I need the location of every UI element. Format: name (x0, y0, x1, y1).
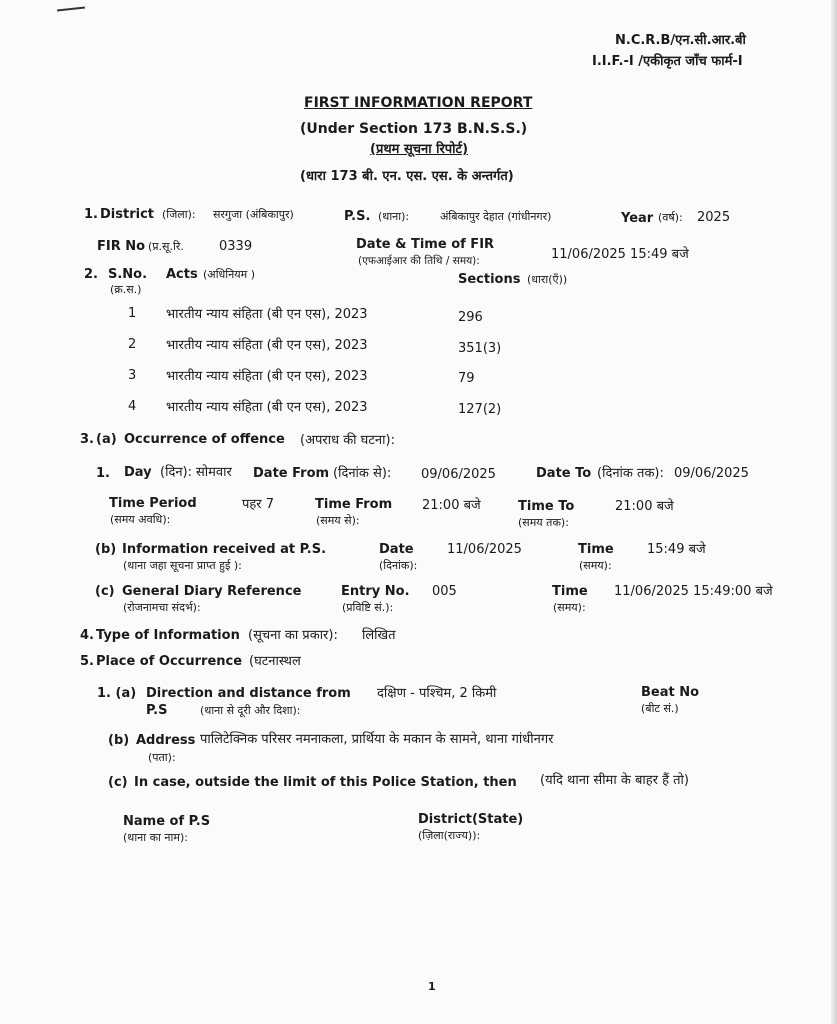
name-of-ps-label: Name of P.S (123, 814, 211, 829)
gd-reference-label: General Diary Reference (122, 584, 302, 599)
time-from-value: 21:00 बजे (422, 498, 481, 513)
district-state-label-hi: (ज़िला(राज्य)): (418, 829, 481, 842)
item3c-label: (c) (95, 584, 115, 599)
ps-value: अंबिकापुर देहात (गांधीनगर) (440, 210, 552, 223)
outside-limit-label: In case, outside the limit of this Police Station, then (134, 775, 517, 790)
item2-number: 2. (84, 267, 98, 282)
date-from-value: 09/06/2025 (421, 467, 496, 482)
district-value: सरगुजा (अंबिकापुर) (213, 208, 294, 221)
acts-header-hi: (अधिनियम ) (203, 268, 256, 281)
district-state-label: District(State) (418, 812, 524, 827)
fir-no-value: 0339 (219, 239, 253, 254)
entry-no-label-hi: (प्रविष्टि सं.): (342, 601, 394, 614)
fir-no-label-hi: (प्र.सू.रि. (148, 240, 184, 253)
report-title: FIRST INFORMATION REPORT (304, 95, 533, 111)
act-row-sno: 3 (128, 368, 137, 383)
date-to-label-hi: (दिनांक तक): (597, 466, 664, 481)
act-row-name: भारतीय न्याय संहिता (बी एन एस), 2023 (166, 400, 368, 415)
info-date-label-hi: (दिनांक): (379, 559, 418, 572)
direction-label-ps: P.S (146, 703, 168, 718)
time-to-value: 21:00 बजे (615, 499, 674, 514)
act-row-name: भारतीय न्याय संहिता (बी एन एस), 2023 (166, 307, 368, 322)
gd-reference-label-hi: (रोजनामचा संदर्भ): (123, 601, 201, 614)
gd-time-label: Time (552, 584, 588, 599)
act-row-section: 351(3) (458, 341, 502, 356)
name-of-ps-label-hi: (थाना का नाम): (123, 831, 188, 844)
info-received-label-hi: (थाना जहा सूचना प्राप्त हुई ): (123, 559, 242, 572)
gd-time-value: 11/06/2025 15:49:00 बजे (614, 584, 773, 599)
sections-header: Sections (458, 272, 521, 287)
item1-number: 1. (84, 207, 98, 222)
act-row-sno: 1 (128, 306, 137, 321)
gd-time-label-hi: (समय): (553, 601, 586, 614)
item3a-label: (a) (96, 432, 117, 447)
act-row-name: भारतीय न्याय संहिता (बी एन एस), 2023 (166, 338, 368, 353)
info-date-label: Date (379, 542, 414, 557)
item4-number: 4. (80, 628, 94, 643)
direction-label: Direction and distance from (146, 686, 351, 701)
beat-no-label-hi: (बीट सं.) (641, 702, 679, 715)
sno-header: S.No. (108, 267, 148, 282)
info-type-value: लिखित (362, 628, 396, 643)
fir-datetime-label: Date & Time of FIR (356, 237, 495, 252)
info-time-label: Time (578, 542, 614, 557)
time-to-label-hi: (समय तक): (518, 516, 569, 529)
page-number: 1 (428, 980, 436, 993)
ps-label: P.S. (344, 209, 371, 224)
act-row-section: 79 (458, 371, 475, 386)
district-label-hi: (जिला): (162, 208, 196, 221)
page-edge-shadow (831, 0, 837, 1024)
item5-number: 5. (80, 654, 94, 669)
time-period-label-hi: (समय अवधि): (110, 513, 171, 526)
year-label-hi: (वर्ष): (658, 211, 683, 224)
item5b-label: (b) (108, 733, 130, 748)
ncrb-header: N.C.R.B/एन.सी.आर.बी (615, 33, 746, 48)
fir-no-label: FIR No (97, 239, 146, 254)
report-section: (Under Section 173 B.N.S.S.) (300, 121, 528, 137)
district-label: District (100, 207, 154, 222)
sections-header-hi: (धारा(एँ)) (527, 273, 568, 286)
direction-label-hi: (थाना से दूरी और दिशा): (200, 704, 301, 717)
info-date-value: 11/06/2025 (447, 542, 522, 557)
info-type-label-hi: (सूचना का प्रकार): (248, 628, 338, 643)
date-to-label: Date To (536, 466, 592, 481)
act-row-sno: 2 (128, 337, 137, 352)
time-period-value: पहर 7 (242, 497, 275, 512)
occurrence-label-hi: (अपराध की घटना): (300, 433, 395, 448)
info-received-label: Information received at P.S. (122, 542, 327, 557)
fir-datetime-value: 11/06/2025 15:49 बजे (551, 247, 689, 262)
address-value: पालिटेक्निक परिसर नमनाकला, प्रार्थिया के मकान के सामने, थाना गांधीनगर (200, 732, 554, 747)
beat-no-label: Beat No (641, 685, 700, 700)
date-to-value: 09/06/2025 (674, 466, 749, 481)
direction-value: दक्षिण - पश्चिम, 2 किमी (377, 686, 497, 701)
day-number: 1. (96, 466, 110, 481)
item5c-label: (c) (108, 775, 128, 790)
sno-header-hi: (क्र.स.) (110, 283, 142, 296)
ps-label-hi: (थाना): (378, 210, 410, 223)
act-row-section: 296 (458, 310, 483, 325)
occurrence-label: Occurrence of offence (124, 432, 285, 447)
date-from-label-hi: (दिनांक से): (333, 466, 392, 481)
info-type-label: Type of Information (96, 628, 240, 643)
info-time-label-hi: (समय): (579, 559, 612, 572)
outside-limit-label-hi: (यदि थाना सीमा के बाहर हैं तो) (540, 773, 689, 788)
day-value: सोमवार (196, 465, 232, 480)
info-time-value: 15:49 बजे (647, 542, 706, 557)
item3b-label: (b) (95, 542, 117, 557)
time-from-label-hi: (समय से): (316, 514, 360, 527)
day-label: Day (124, 465, 152, 480)
acts-header: Acts (166, 267, 198, 282)
date-from-label: Date From (253, 466, 330, 481)
time-from-label: Time From (315, 497, 393, 512)
pen-mark (57, 7, 85, 12)
day-label-hi: (दिन): (160, 465, 193, 480)
entry-no-label: Entry No. (341, 584, 410, 599)
fir-datetime-label-hi: (एफआईआर की तिथि / समय): (358, 255, 480, 267)
entry-no-value: 005 (432, 584, 457, 599)
act-row-name: भारतीय न्याय संहिता (बी एन एस), 2023 (166, 369, 368, 384)
act-row-sno: 4 (128, 399, 137, 414)
time-to-label: Time To (518, 499, 575, 514)
place-label: Place of Occurrence (96, 654, 243, 669)
time-period-label: Time Period (109, 496, 197, 511)
address-label: Address (136, 733, 196, 748)
item5-1a-label: 1. (a) (97, 686, 137, 701)
act-row-section: 127(2) (458, 402, 502, 417)
address-label-hi: (पता): (148, 751, 176, 764)
year-value: 2025 (697, 210, 731, 225)
year-label: Year (621, 211, 654, 226)
report-section-hindi: (धारा 173 बी. एन. एस. एस. के अन्तर्गत) (300, 169, 514, 184)
iif-header: I.I.F.-I /एकीकृत जाँच फार्म-I (592, 54, 743, 69)
report-title-hindi: (प्रथम सूचना रिपोर्ट) (370, 142, 469, 157)
place-label-hi: (घटनास्थल (249, 654, 301, 669)
item3-number: 3. (80, 432, 94, 447)
